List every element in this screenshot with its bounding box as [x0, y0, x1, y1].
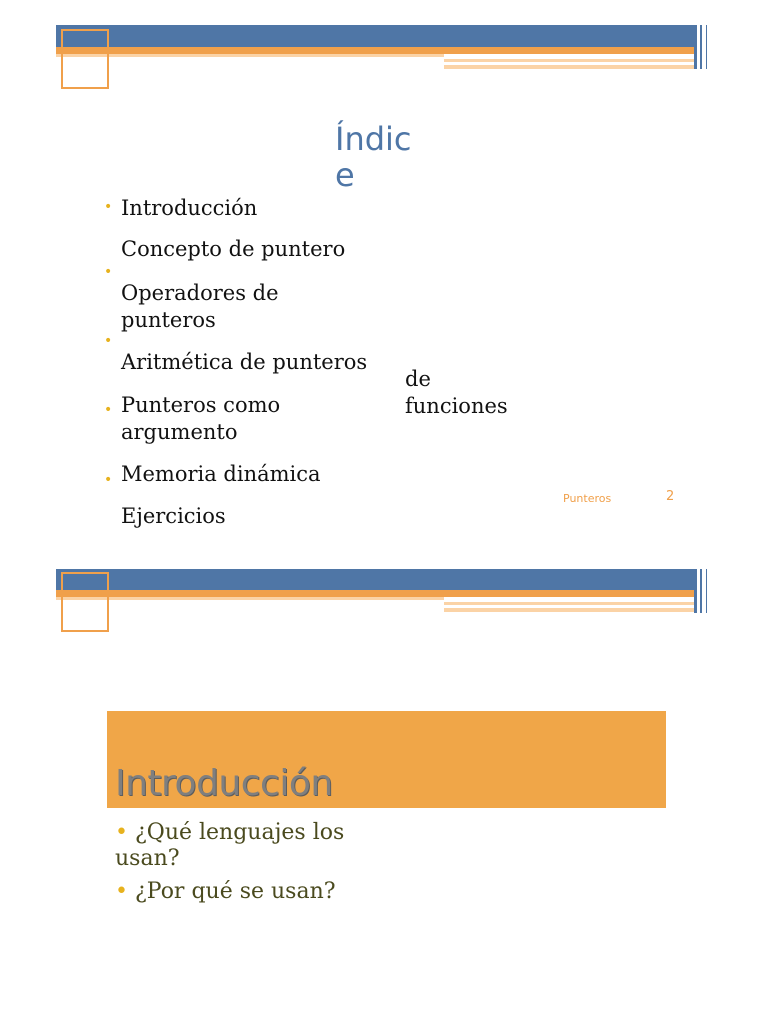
slide2-bullet-2: [115, 879, 415, 905]
index-item-punteros-argumento: Punteros como argumento: [121, 393, 281, 444]
header-vline-3: [706, 569, 707, 613]
bullet-dot: •: [115, 879, 135, 904]
header-orange-square: [61, 29, 109, 89]
header-orange-bar: [56, 590, 694, 597]
slide1-header-decoration: [0, 0, 768, 90]
index-item-concepto: Concepto de puntero: [121, 237, 346, 261]
header-pale-stripe-1: [444, 602, 694, 605]
header-pale-stripe-1: [444, 59, 694, 62]
header-orange-bar: [56, 47, 694, 54]
index-item-memoria: Memoria dinámica: [121, 462, 321, 486]
header-blue-bar: [56, 569, 694, 590]
header-vline-2: [700, 569, 702, 613]
index-item-operadores: Operadores de punteros: [121, 281, 279, 332]
bullet-dot: •: [104, 199, 113, 215]
bullet-dot: •: [104, 264, 113, 280]
header-orange-square: [61, 572, 109, 632]
header-pale-stripe-2: [444, 65, 694, 69]
bullet-dot: •: [104, 472, 113, 488]
index-item-ejercicios: Ejercicios: [121, 504, 226, 528]
header-vline-1: [694, 569, 697, 613]
page-number: 2: [666, 489, 675, 504]
bullet-dot: •: [104, 333, 113, 349]
footer-label: Punteros: [563, 492, 612, 505]
index-detached-text: de funciones: [405, 367, 508, 418]
header-blue-bar: [56, 25, 694, 47]
bullet-dot: •: [104, 402, 113, 418]
header-pale-stripe-2: [444, 608, 694, 612]
header-vline-3: [706, 25, 707, 69]
bullet-dot: •: [115, 820, 135, 845]
header-vline-2: [700, 25, 702, 69]
index-item-aritmetica: Aritmética de punteros: [121, 350, 368, 374]
header-pale-bar: [56, 597, 444, 600]
slide2-title: Introducción: [115, 763, 333, 804]
index-item-introduccion: Introducción: [121, 196, 258, 220]
bullet-text: ¿Qué lenguajes los usan?: [115, 820, 345, 871]
header-pale-bar: [56, 54, 444, 57]
slide1-title: Índice: [335, 120, 412, 194]
header-vline-1: [694, 25, 697, 69]
slide2-bullet-1: [115, 820, 405, 872]
slide2-header-decoration: [0, 560, 768, 640]
bullet-text: ¿Por qué se usan?: [134, 879, 336, 904]
